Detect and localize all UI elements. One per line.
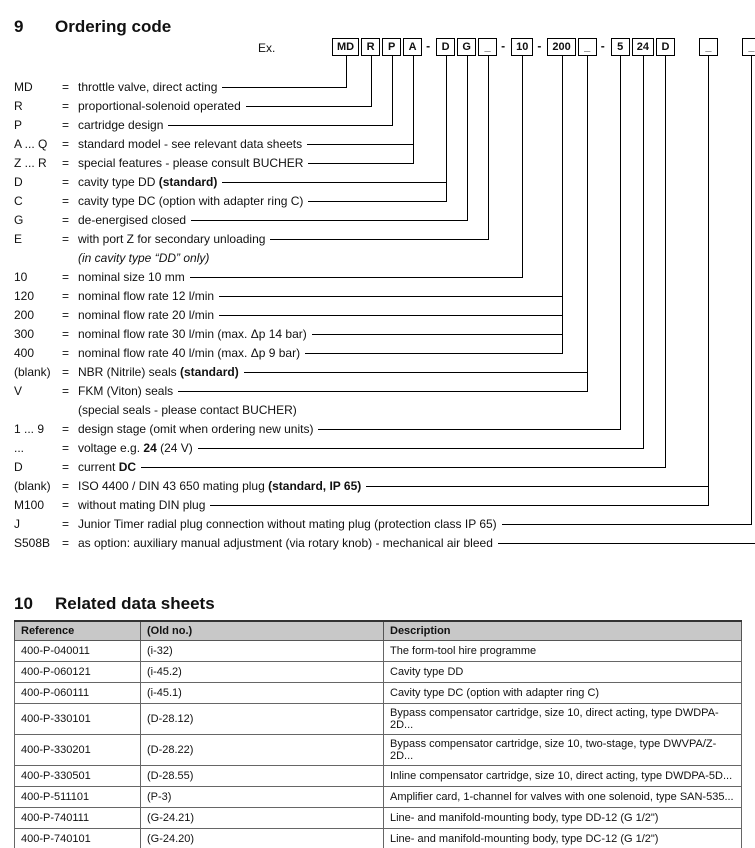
code-description: ISO 4400 / DIN 43 650 mating plug (standard, IP 65) — [78, 479, 362, 493]
equals-sign: = — [62, 118, 70, 132]
datasheet-cell: (i-45.1) — [141, 683, 384, 704]
equals-sign: = — [62, 194, 70, 208]
code-value: D — [14, 175, 23, 189]
code-description: special features - please consult BUCHER — [78, 156, 304, 170]
code-row — [14, 211, 754, 230]
code-value: (blank) — [14, 479, 51, 493]
equals-sign: = — [62, 99, 70, 113]
equals-sign: = — [62, 175, 70, 189]
datasheet-cell: Line- and manifold-mounting body, type DC-12 (G 1/2") — [384, 829, 742, 848]
datasheet-cell: (i-45.2) — [141, 662, 384, 683]
equals-sign: = — [62, 137, 70, 151]
example-label: Ex. — [258, 41, 276, 55]
code-row — [14, 439, 754, 458]
code-value: Z ... R — [14, 156, 47, 170]
code-row — [14, 306, 754, 325]
datasheet-cell: (D-28.22) — [141, 735, 384, 766]
code-description: current DC — [78, 460, 137, 474]
code-value: A ... Q — [14, 137, 48, 151]
section-10-number: 10 — [14, 594, 33, 614]
datasheet-cell: (D-28.12) — [141, 704, 384, 735]
datasheet-cell: 400-P-330201 — [15, 735, 141, 766]
datasheet-cell: Bypass compensator cartridge, size 10, two-stage, type DWVPA/Z-2D... — [384, 735, 742, 766]
section-9-heading — [14, 17, 171, 37]
equals-sign: = — [62, 213, 70, 227]
code-row — [14, 268, 754, 287]
code-description: cavity type DD (standard) — [78, 175, 218, 189]
datasheet-row — [15, 683, 742, 704]
code-value: S508B — [14, 536, 51, 550]
code-row — [14, 287, 754, 306]
column-header: Description — [384, 621, 742, 641]
code-row — [14, 173, 754, 192]
code-row — [14, 344, 754, 363]
equals-sign: = — [62, 270, 70, 284]
code-description: (special seals - please contact BUCHER) — [78, 403, 297, 417]
code-value: 200 — [14, 308, 35, 322]
equals-sign: = — [62, 517, 70, 531]
equals-sign: = — [62, 289, 70, 303]
datasheet-cell: 400-P-060111 — [15, 683, 141, 704]
code-value: G — [14, 213, 24, 227]
column-header: Reference — [15, 621, 141, 641]
code-value: V — [14, 384, 23, 398]
code-value: J — [14, 517, 20, 531]
datasheet-cell: Line- and manifold-mounting body, type DD-12 (G 1/2") — [384, 808, 742, 829]
code-value: 400 — [14, 346, 35, 360]
code-value: C — [14, 194, 23, 208]
datasheet-cell: (P-3) — [141, 787, 384, 808]
code-value: D — [14, 460, 23, 474]
code-description: nominal flow rate 12 l/min — [78, 289, 215, 303]
code-row — [14, 458, 754, 477]
equals-sign: = — [62, 232, 70, 246]
datasheet-cell: 400-P-511101 — [15, 787, 141, 808]
code-value: 120 — [14, 289, 35, 303]
code-value: MD — [14, 80, 33, 94]
code-description: nominal size 10 mm — [78, 270, 185, 284]
code-description: design stage (omit when ordering new units) — [78, 422, 314, 436]
code-separator-dash: - — [600, 39, 605, 53]
datasheet-cell: (i-32) — [141, 641, 384, 662]
datasheet-cell: 400-P-330101 — [15, 704, 141, 735]
code-row — [14, 230, 754, 249]
section-10-heading — [14, 594, 215, 614]
datasheet-cell: (D-28.55) — [141, 766, 384, 787]
equals-sign: = — [62, 536, 70, 550]
code-box-b-d1: D — [436, 38, 455, 56]
code-description: throttle valve, direct acting — [78, 80, 218, 94]
datasheet-cell: (G-24.21) — [141, 808, 384, 829]
section-10-title: Related data sheets — [55, 594, 215, 614]
datasheet-row — [15, 808, 742, 829]
code-description: NBR (Nitrile) seals (standard) — [78, 365, 239, 379]
section-9-number: 9 — [14, 17, 24, 37]
code-separator-dash: - — [426, 39, 431, 53]
code-description: FKM (Viton) seals — [78, 384, 174, 398]
datasheet-cell: 400-P-740111 — [15, 808, 141, 829]
code-description: standard model - see relevant data sheets — [78, 137, 303, 151]
equals-sign: = — [62, 346, 70, 360]
code-box-b-g: G — [457, 38, 476, 56]
code-box-b-u3: _ — [699, 38, 718, 56]
datasheet-cell: 400-P-330501 — [15, 766, 141, 787]
code-row — [14, 325, 754, 344]
code-box-b-u1: _ — [478, 38, 497, 56]
datasheet-body — [15, 641, 742, 848]
code-boxes — [330, 38, 755, 56]
code-box-b-u4: _ — [742, 38, 755, 56]
equals-sign: = — [62, 460, 70, 474]
equals-sign: = — [62, 80, 70, 94]
code-box-b-r: R — [361, 38, 380, 56]
datasheet-cell: Cavity type DD — [384, 662, 742, 683]
code-value: ... — [14, 441, 25, 455]
equals-sign: = — [62, 308, 70, 322]
code-row — [14, 496, 754, 515]
datasheet-row — [15, 704, 742, 735]
code-description: with port Z for secondary unloading — [78, 232, 266, 246]
datasheet-cell: (G-24.20) — [141, 829, 384, 848]
code-description: voltage e.g. 24 (24 V) — [78, 441, 193, 455]
equals-sign: = — [62, 422, 70, 436]
code-box-b-dc: D — [656, 38, 675, 56]
code-value: (blank) — [14, 365, 51, 379]
code-value: 1 ... 9 — [14, 422, 45, 436]
code-description: without mating DIN plug — [78, 498, 206, 512]
datasheet-row — [15, 735, 742, 766]
datasheet-cell: 400-P-040011 — [15, 641, 141, 662]
datasheet-cell: 400-P-740101 — [15, 829, 141, 848]
code-description: de-energised closed — [78, 213, 187, 227]
code-value: E — [14, 232, 23, 246]
datasheet-cell: Inline compensator cartridge, size 10, direct acting, type DWDPA-5D... — [384, 766, 742, 787]
code-separator-dash: - — [537, 39, 542, 53]
code-value: M100 — [14, 498, 45, 512]
code-row — [14, 515, 754, 534]
column-header: (Old no.) — [141, 621, 384, 641]
equals-sign: = — [62, 441, 70, 455]
code-description: proportional-solenoid operated — [78, 99, 241, 113]
code-description: (in cavity type “DD” only) — [78, 251, 210, 265]
code-box-b-5: 5 — [611, 38, 630, 56]
code-separator-dash: - — [501, 39, 506, 53]
datasheet-row — [15, 766, 742, 787]
code-description: as option: auxiliary manual adjustment (via rotary knob) - mechanical air bleed — [78, 536, 493, 550]
datasheet-cell: Amplifier card, 1-channel for valves with one solenoid, type SAN-535... — [384, 787, 742, 808]
equals-sign: = — [62, 327, 70, 341]
code-row-continuation — [14, 401, 754, 420]
code-value: R — [14, 99, 23, 113]
datasheet-row — [15, 787, 742, 808]
code-description: cavity type DC (option with adapter ring C) — [78, 194, 304, 208]
code-description: nominal flow rate 30 l/min (max. Δp 14 bar) — [78, 327, 307, 341]
datasheet-row — [15, 829, 742, 848]
datasheet-row — [15, 641, 742, 662]
code-box-b-a: A — [403, 38, 422, 56]
section-9-title: Ordering code — [55, 17, 172, 37]
code-row — [14, 154, 754, 173]
equals-sign: = — [62, 384, 70, 398]
code-box-b-u2: _ — [578, 38, 597, 56]
code-row — [14, 363, 754, 382]
equals-sign: = — [62, 156, 70, 170]
code-row — [14, 420, 754, 439]
datasheet-cell: 400-P-060121 — [15, 662, 141, 683]
code-row — [14, 534, 754, 553]
code-row — [14, 192, 754, 211]
code-box-b-24: 24 — [632, 38, 654, 56]
equals-sign: = — [62, 365, 70, 379]
datasheet-cell: The form-tool hire programme — [384, 641, 742, 662]
datasheet-table — [14, 620, 742, 848]
code-description: nominal flow rate 40 l/min (max. Δp 9 bar) — [78, 346, 301, 360]
code-row — [14, 97, 754, 116]
code-value: P — [14, 118, 23, 132]
code-description: Junior Timer radial plug connection without mating plug (protection class IP 65) — [78, 517, 497, 531]
code-row — [14, 477, 754, 496]
code-row — [14, 78, 754, 97]
equals-sign: = — [62, 498, 70, 512]
datasheet-cell: Cavity type DC (option with adapter ring C) — [384, 683, 742, 704]
code-row — [14, 135, 754, 154]
datasheet-header-row — [15, 621, 742, 641]
code-row-continuation — [14, 249, 754, 268]
code-box-b-md: MD — [332, 38, 359, 56]
code-box-b-p: P — [382, 38, 401, 56]
code-row — [14, 116, 754, 135]
code-box-b-200: 200 — [547, 38, 575, 56]
code-box-b-10: 10 — [511, 38, 533, 56]
code-value: 10 — [14, 270, 28, 284]
code-description: cartridge design — [78, 118, 164, 132]
code-row — [14, 382, 754, 401]
datasheet-row — [15, 662, 742, 683]
code-description: nominal flow rate 20 l/min — [78, 308, 215, 322]
datasheet-cell: Bypass compensator cartridge, size 10, direct acting, type DWDPA-2D... — [384, 704, 742, 735]
equals-sign: = — [62, 479, 70, 493]
code-rows — [14, 78, 754, 553]
code-value: 300 — [14, 327, 35, 341]
